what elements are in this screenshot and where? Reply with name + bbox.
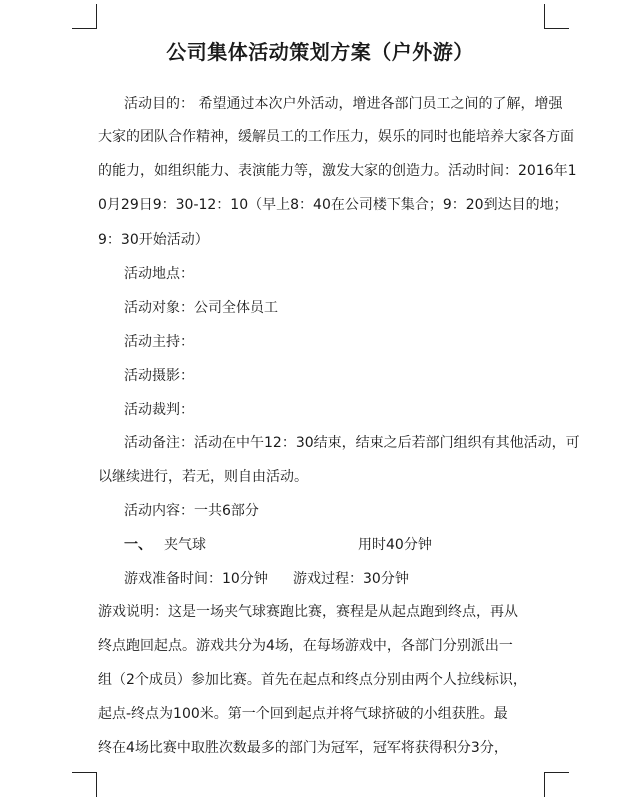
game1-prep: 游戏准备时间：10分钟 (124, 571, 268, 587)
purpose-line-1: 活动目的： 希望通过本次户外活动，增进各部门员工之间的了解，增强 (124, 96, 563, 112)
page-corner-mark-top-right (544, 4, 569, 29)
game1-process: 游戏过程：30分钟 (293, 571, 409, 587)
game1-duration: 用时40分钟 (358, 537, 432, 553)
game1-heading (124, 535, 432, 555)
purpose-line-5: 9：30开始活动） (98, 232, 209, 248)
photo-line: 活动摄影： (124, 368, 194, 384)
game1-name: 夹气球 (164, 537, 206, 553)
game1-desc-line-1: 游戏说明：这是一场夹气球赛跑比赛，赛程是从起点跑到终点，再从 (98, 604, 518, 620)
page-corner-mark-top-left (72, 4, 97, 29)
target-line: 活动对象：公司全体员工 (124, 300, 278, 316)
document-title: 公司集体活动策划方案（户外游） (166, 40, 474, 64)
game1-number: 一、 (124, 537, 152, 553)
remark-line-1: 活动备注：活动在中午12：30结束，结束之后若部门组织有其他活动，可 (124, 435, 580, 451)
content-line: 活动内容：一共6部分 (124, 503, 259, 519)
game1-desc-line-5: 终在4场比赛中取胜次数最多的部门为冠军，冠军将获得积分3分， (98, 740, 508, 756)
game1-times (124, 569, 409, 589)
host-line: 活动主持： (124, 334, 194, 350)
referee-line: 活动裁判： (124, 402, 194, 418)
remark-line-2: 以继续进行，若无，则自由活动。 (98, 469, 308, 485)
game1-desc-line-3: 组（2个成员）参加比赛。首先在起点和终点分别由两个人拉线标识， (98, 672, 527, 688)
purpose-line-4: 0月29日9：30-12：10（早上8：40在公司楼下集合；9：20到达目的地； (98, 197, 568, 213)
page-corner-mark-bottom-left (72, 772, 97, 797)
purpose-line-2: 大家的团队合作精神，缓解员工的工作压力，娱乐的同时也能培养大家各方面 (98, 129, 574, 145)
game1-desc-line-4: 起点-终点为100米。第一个回到起点并将气球挤破的小组获胜。最 (98, 706, 508, 722)
game1-desc-line-2: 终点跑回起点。游戏共分为4场，在每场游戏中，各部门分别派出一 (98, 638, 513, 654)
page-corner-mark-bottom-right (544, 772, 569, 797)
purpose-line-3: 的能力，如组织能力、表演能力等，激发大家的创造力。活动时间：2016年1 (98, 163, 577, 179)
location-line: 活动地点： (124, 266, 194, 282)
